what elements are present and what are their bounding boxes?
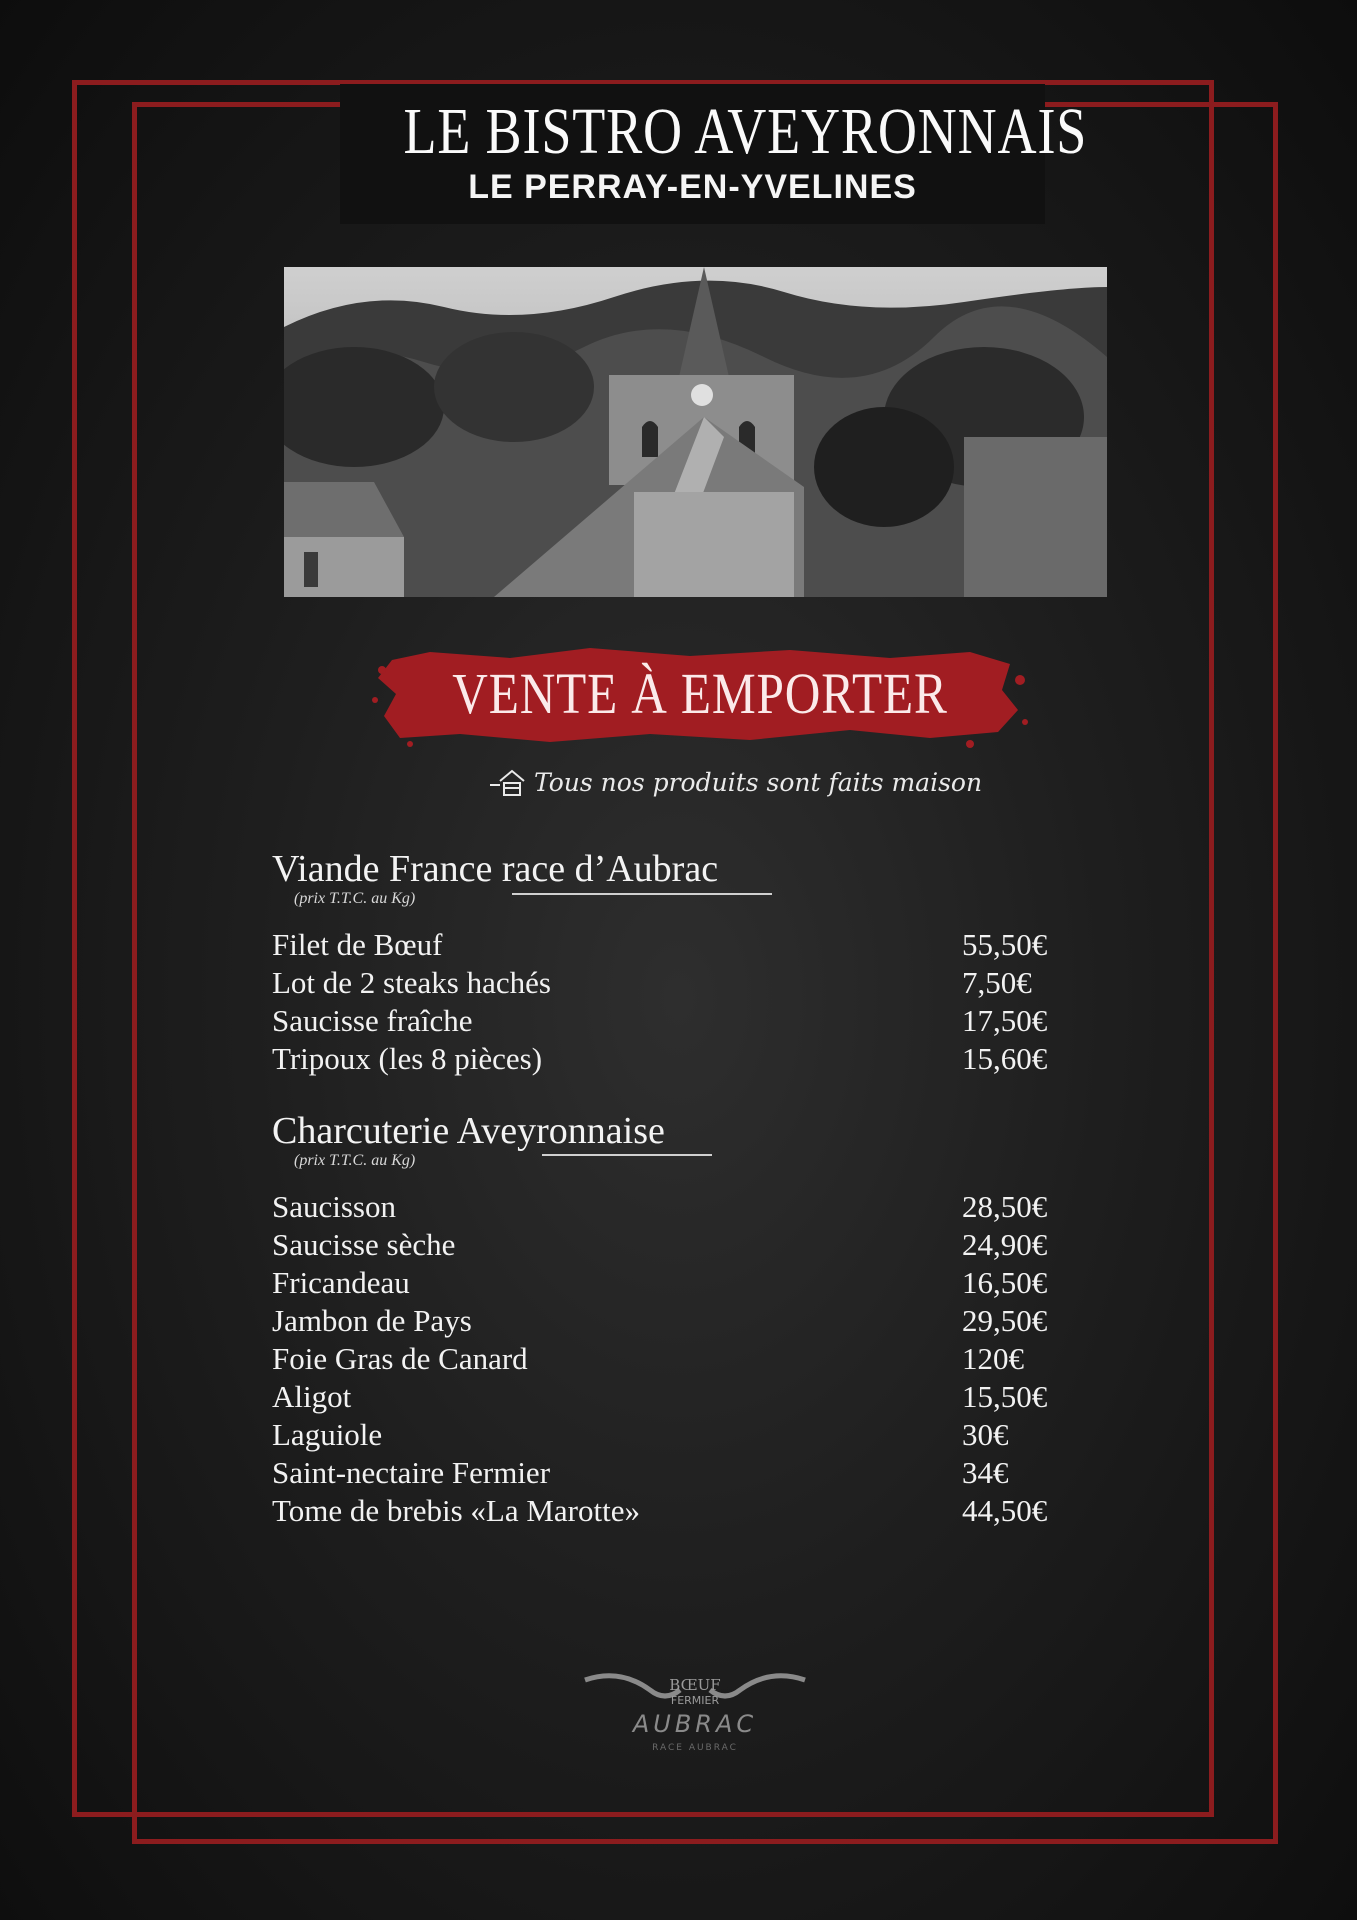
menu-item [272,1226,1052,1264]
item-price: 34€ [962,1455,1009,1490]
logo-line1: BŒUF [669,1676,721,1694]
item-name: Lot de 2 steaks hachés [272,965,551,1000]
menu-item [272,1454,1052,1492]
takeaway-banner [370,640,1030,750]
item-name: Saucisse fraîche [272,1003,473,1038]
item-price: 44,50€ [962,1493,1048,1528]
item-price: 15,50€ [962,1379,1048,1414]
item-price: 28,50€ [962,1189,1048,1224]
menu-item [272,1492,1052,1530]
section-charcuterie-items [272,1188,1052,1530]
item-name: Jambon de Pays [272,1303,472,1338]
item-name: Saint-nectaire Fermier [272,1455,551,1490]
logo-line2: FERMIER [670,1694,720,1707]
village-photo [284,267,1107,597]
logo-line4: RACE AUBRAC [652,1743,738,1753]
menu-item [272,1188,1052,1226]
item-price: 120€ [962,1341,1024,1376]
menu-item [272,1416,1052,1454]
header [340,84,1088,224]
menu-item [272,926,1052,964]
aubrac-logo [580,1660,810,1765]
item-price: 15,60€ [962,1041,1048,1076]
item-name: Filet de Bœuf [272,927,443,962]
section-charcuterie-header [272,1110,665,1170]
section-meat-items [272,926,1052,1078]
item-price: 17,50€ [962,1003,1048,1038]
menu-item [272,1264,1052,1302]
item-price: 16,50€ [962,1265,1048,1300]
section-subtitle: (prix T.T.C. au Kg) [294,890,416,907]
item-name: Saucisson [272,1189,396,1224]
menu-item [272,1040,1052,1078]
section-subtitle: (prix T.T.C. au Kg) [294,1152,416,1169]
menu-item [272,1002,1052,1040]
house-icon [490,767,526,797]
item-name: Foie Gras de Canard [272,1341,528,1376]
section-underline [542,1154,712,1156]
item-name: Aligot [272,1379,352,1414]
homemade-note [490,762,982,802]
page-subtitle: LE PERRAY-EN-YVELINES [468,168,917,206]
item-price: 24,90€ [962,1227,1048,1262]
section-meat-header [272,848,718,908]
banner-label: VENTE À EMPORTER [452,661,948,726]
section-title: Charcuterie Aveyronnaise [272,1110,665,1152]
item-price: 55,50€ [962,927,1048,962]
item-name: Fricandeau [272,1265,410,1300]
menu-item [272,1378,1052,1416]
section-underline [512,893,772,895]
item-name: Laguiole [272,1417,383,1452]
item-name: Saucisse sèche [272,1227,456,1262]
item-price: 30€ [962,1417,1009,1452]
item-name: Tome de brebis «La Marotte» [272,1493,640,1528]
section-title: Viande France race d’Aubrac [272,848,719,890]
menu-item [272,1340,1052,1378]
item-name: Tripoux (les 8 pièces) [272,1041,543,1076]
item-price: 29,50€ [962,1303,1048,1338]
logo-line3: AUBRAC [632,1710,758,1738]
homemade-note-text: Tous nos produits sont faits maison [534,767,983,797]
item-price: 7,50€ [962,965,1032,1000]
menu-item [272,964,1052,1002]
page-title: LE BISTRO AVEYRONNAIS [403,95,1088,168]
menu-item [272,1302,1052,1340]
